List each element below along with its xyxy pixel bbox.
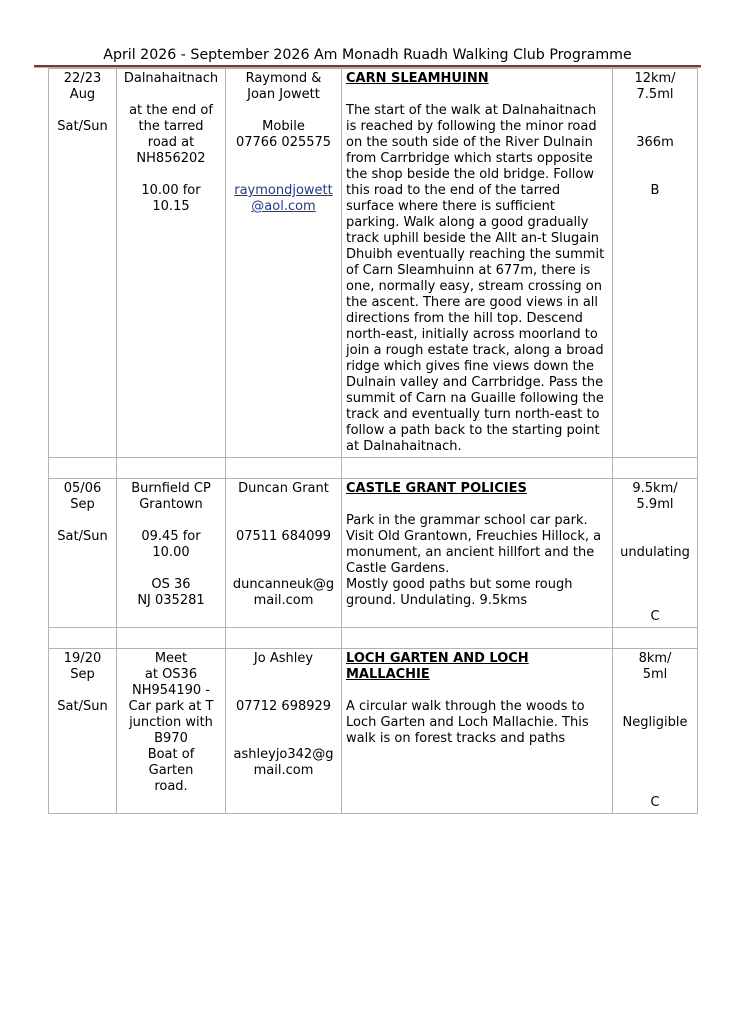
page-title: April 2026 - September 2026 Am Monadh Ruadh Walking Club Programme: [103, 47, 632, 63]
leader-email-link[interactable]: raymondjowett @aol.com: [234, 183, 333, 214]
leader-email: duncanneuk@g mail.com: [232, 577, 335, 608]
walk-grade: B: [650, 183, 660, 198]
walk-start-point: Burnfield CP Grantown 09.45 for 10.00 OS 36 NJ 035281: [117, 479, 226, 628]
walk-description: The start of the walk at Dalnahaitnach is reached by following the minor road on the south side of the River Dulnain from Carrbridge which starts opposite the shop beside the old bridge. Follow this road to the end of the tarred surface where there is sufficient parking. Walk along a good gradually track uphill beside the Allt an-t Slugain Dhuibh eventually reaching the summit of Carn Sleamhuinn at 677m, there is one, normally easy, stream crossing on the ascent. There are good views in all directions from the hill top. Descend north-east, initially across moorland to join a rough estate track, along a broad ridge which gives fine views down the Dulnain valley and Carrbridge. Pass the summit of Carn na Guaille following the track and eventually turn north-east to follow a path back to the starting point at Dalnahaitnach.: [346, 103, 605, 454]
walk-date: 19/20 Sep Sat/Sun: [49, 649, 117, 814]
leader-email: ashleyjo342@g mail.com: [233, 747, 334, 778]
walk-start-point: Meet at OS36 NH954190 - Car park at T junction with B970 Boat of Garten road.: [117, 649, 226, 814]
walk-date: 05/06 Sep Sat/Sun: [49, 479, 117, 628]
leader-name: Duncan Grant: [238, 481, 329, 496]
header-divider: [34, 65, 701, 67]
walk-description-cell: [342, 69, 613, 458]
table-row: [49, 649, 698, 814]
walk-grade: C: [650, 795, 660, 810]
walk-description-cell: [342, 479, 613, 628]
walk-programme-table: [48, 68, 698, 814]
walk-leader-cell: [226, 649, 342, 814]
walk-title: CASTLE GRANT POLICIES: [346, 481, 527, 496]
walk-description-cell: [342, 649, 613, 814]
row-spacer: [49, 628, 698, 649]
walk-distance: 12km/ 7.5ml: [634, 71, 676, 102]
table-row: [49, 69, 698, 458]
walk-date: 22/23 Aug Sat/Sun: [49, 69, 117, 458]
walk-stats-cell: [613, 479, 698, 628]
leader-name: Jo Ashley: [253, 651, 314, 666]
walk-title: CARN SLEAMHUINN: [346, 71, 489, 86]
leader-phone: 07511 684099: [235, 529, 332, 544]
walk-description: Park in the grammar school car park. Visit Old Grantown, Freuchies Hillock, a monument, an ancient hillfort and the Castle Gardens. Mostly good paths but some rough ground. Undulating. 9.5kms: [346, 513, 602, 608]
table-row: [49, 479, 698, 628]
walk-description: A circular walk through the woods to Loch Garten and Loch Mallachie. This walk is on forest tracks and paths: [346, 699, 589, 746]
walk-ascent: undulating: [620, 545, 690, 560]
walk-leader-cell: [226, 69, 342, 458]
row-spacer: [49, 458, 698, 479]
walk-ascent: 366m: [636, 135, 674, 150]
walk-stats-cell: [613, 69, 698, 458]
leader-phone: Mobile 07766 025575: [235, 119, 332, 150]
walk-stats-cell: [613, 649, 698, 814]
leader-phone: 07712 698929: [235, 699, 332, 714]
walk-grade: C: [650, 609, 660, 624]
walk-ascent: Negligible: [622, 715, 688, 730]
walk-title: LOCH GARTEN AND LOCH MALLACHIE: [346, 651, 529, 682]
leader-name: Raymond & Joan Jowett: [245, 71, 322, 102]
walk-distance: 8km/ 5ml: [638, 651, 672, 682]
walk-distance: 9.5km/ 5.9ml: [632, 481, 678, 512]
walk-leader-cell: [226, 479, 342, 628]
walk-start-point: Dalnahaitnach at the end of the tarred road at NH856202 10.00 for 10.15: [117, 69, 226, 458]
